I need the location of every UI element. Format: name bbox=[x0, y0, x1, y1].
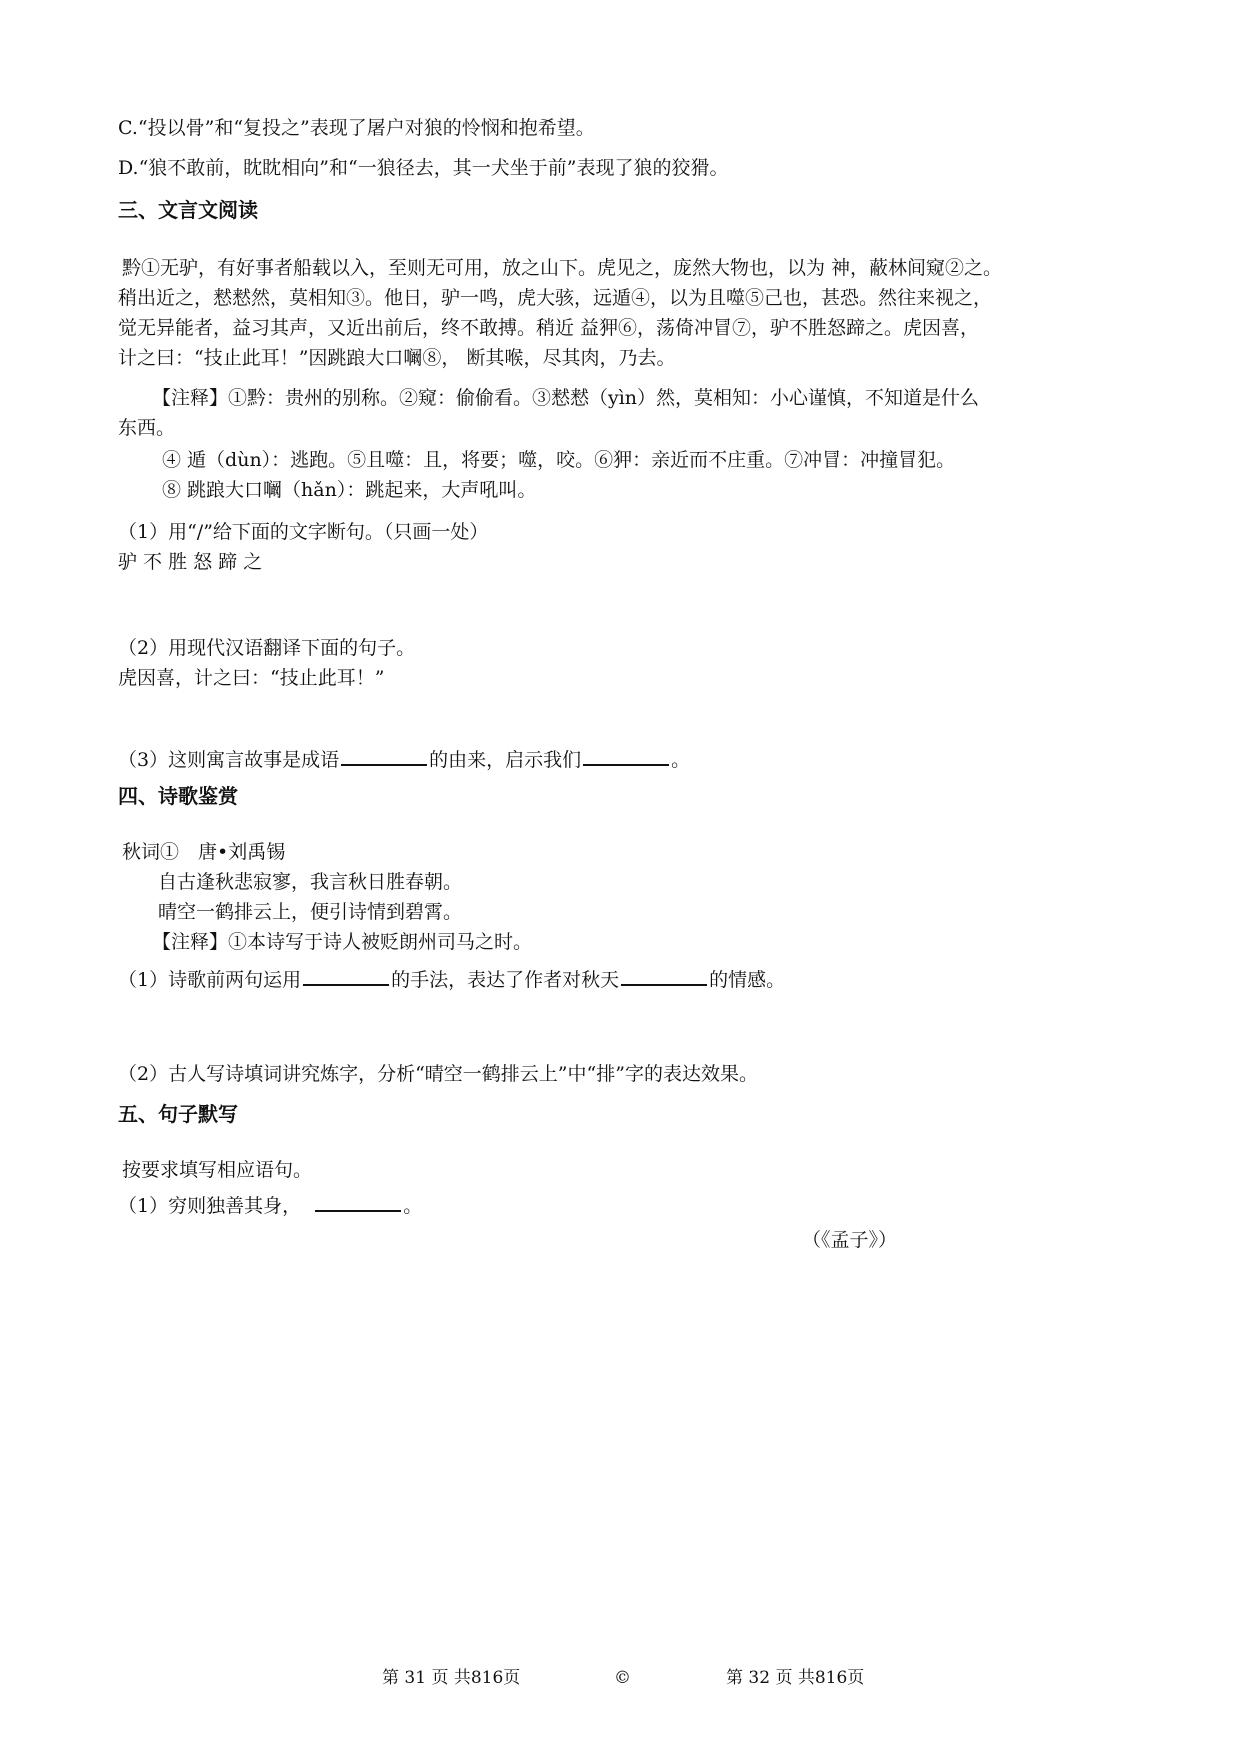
question-4-2: （2）古人写诗填词讲究炼字，分析“晴空一鹤排云上”中“排”字的表达效果。 bbox=[118, 1063, 758, 1085]
answer-blank[interactable] bbox=[303, 966, 389, 986]
answer-blank[interactable] bbox=[315, 1192, 401, 1212]
question-3-2-text: 虎因喜，计之曰：“技止此耳！” bbox=[118, 667, 385, 689]
question-3-1-text: 驴 不 胜 怒 蹄 之 bbox=[118, 551, 263, 573]
question-3-3-end: 。 bbox=[671, 749, 691, 771]
page-number-left: 第 31 页 共816页 bbox=[382, 1668, 521, 1688]
question-4-1 bbox=[118, 966, 785, 994]
poem-line: 晴空一鹤排云上，便引诗情到碧霄。 bbox=[158, 901, 463, 923]
poem-title: 秋词① 唐•刘禹锡 bbox=[122, 841, 286, 863]
option-d: D.“狼不敢前，眈眈相向”和“一狼径去，其一犬坐于前”表现了狼的狡猾。 bbox=[118, 157, 729, 179]
answer-blank[interactable] bbox=[341, 746, 427, 766]
note-line: ⑧ 跳踉大口㘎（hǎn）：跳起来，大声吼叫。 bbox=[162, 479, 537, 501]
section-heading-dictation: 五、句子默写 bbox=[118, 1102, 238, 1126]
question-3-2: （2）用现代汉语翻译下面的句子。 bbox=[118, 637, 416, 659]
question-4-1-lead: （1）诗歌前两句运用 bbox=[118, 969, 302, 991]
note-line: 东西。 bbox=[118, 417, 176, 439]
section-heading-poetry: 四、诗歌鉴赏 bbox=[118, 784, 238, 808]
question-3-3-mid: 的由来，启示我们 bbox=[429, 749, 582, 771]
passage-line: 稍出近之，慭慭然，莫相知③。他日，驴一鸣，虎大骇，远遁④，以为且噬⑤己也，甚恐。然往来视之， bbox=[118, 287, 993, 309]
answer-blank[interactable] bbox=[621, 966, 707, 986]
copyright-symbol: © bbox=[614, 1668, 631, 1688]
question-4-1-mid: 的手法，表达了作者对秋天 bbox=[391, 969, 620, 991]
question-3-3-lead: （3）这则寓言故事是成语 bbox=[118, 749, 340, 771]
page-number-right: 第 32 页 共816页 bbox=[726, 1668, 865, 1688]
answer-blank[interactable] bbox=[583, 746, 669, 766]
quote-source: （《孟子》） bbox=[802, 1229, 898, 1251]
dictation-intro: 按要求填写相应语句。 bbox=[122, 1159, 313, 1181]
question-4-1-end: 的情感。 bbox=[709, 969, 786, 991]
note-line: 【注释】①黔：贵州的别称。②窥：偷偷看。③慭慭（yìn）然，莫相知：小心谨慎，不知道是什么 bbox=[152, 387, 980, 409]
question-3-1: （1）用“/”给下面的文字断句。（只画一处） bbox=[118, 521, 489, 543]
poem-note: 【注释】①本诗写于诗人被贬朗州司马之时。 bbox=[152, 931, 533, 953]
question-3-3 bbox=[118, 746, 690, 774]
question-5-1-lead: （1）穷则独善其身， bbox=[118, 1195, 302, 1217]
passage-line: 黔①无驴，有好事者船载以入，至则无可用，放之山下。虎见之，庞然大物也，以为 神，蔽林间窥②之。 bbox=[122, 257, 1003, 279]
question-5-1 bbox=[118, 1192, 422, 1220]
section-heading-classical-reading: 三、文言文阅读 bbox=[118, 198, 258, 222]
poem-line: 自古逢秋悲寂寥，我言秋日胜春朝。 bbox=[158, 871, 463, 893]
passage-line: 觉无异能者，益习其声，又近出前后，终不敢搏。稍近 益狎⑥，荡倚冲冒⑦，驴不胜怒蹄之。虎因喜， bbox=[118, 317, 980, 339]
passage-line: 计之曰：“技止此耳！”因跳踉大口㘎⑧， 断其喉，尽其肉，乃去。 bbox=[118, 347, 676, 369]
note-line: ④ 遁（dùn）：逃跑。⑤且噬：且，将要；噬，咬。⑥狎：亲近而不庄重。⑦冲冒：冲撞冒犯。 bbox=[162, 449, 956, 471]
question-5-1-end: 。 bbox=[403, 1195, 423, 1217]
option-c: C.“投以骨”和“复投之”表现了屠户对狼的怜悯和抱希望。 bbox=[118, 117, 595, 139]
